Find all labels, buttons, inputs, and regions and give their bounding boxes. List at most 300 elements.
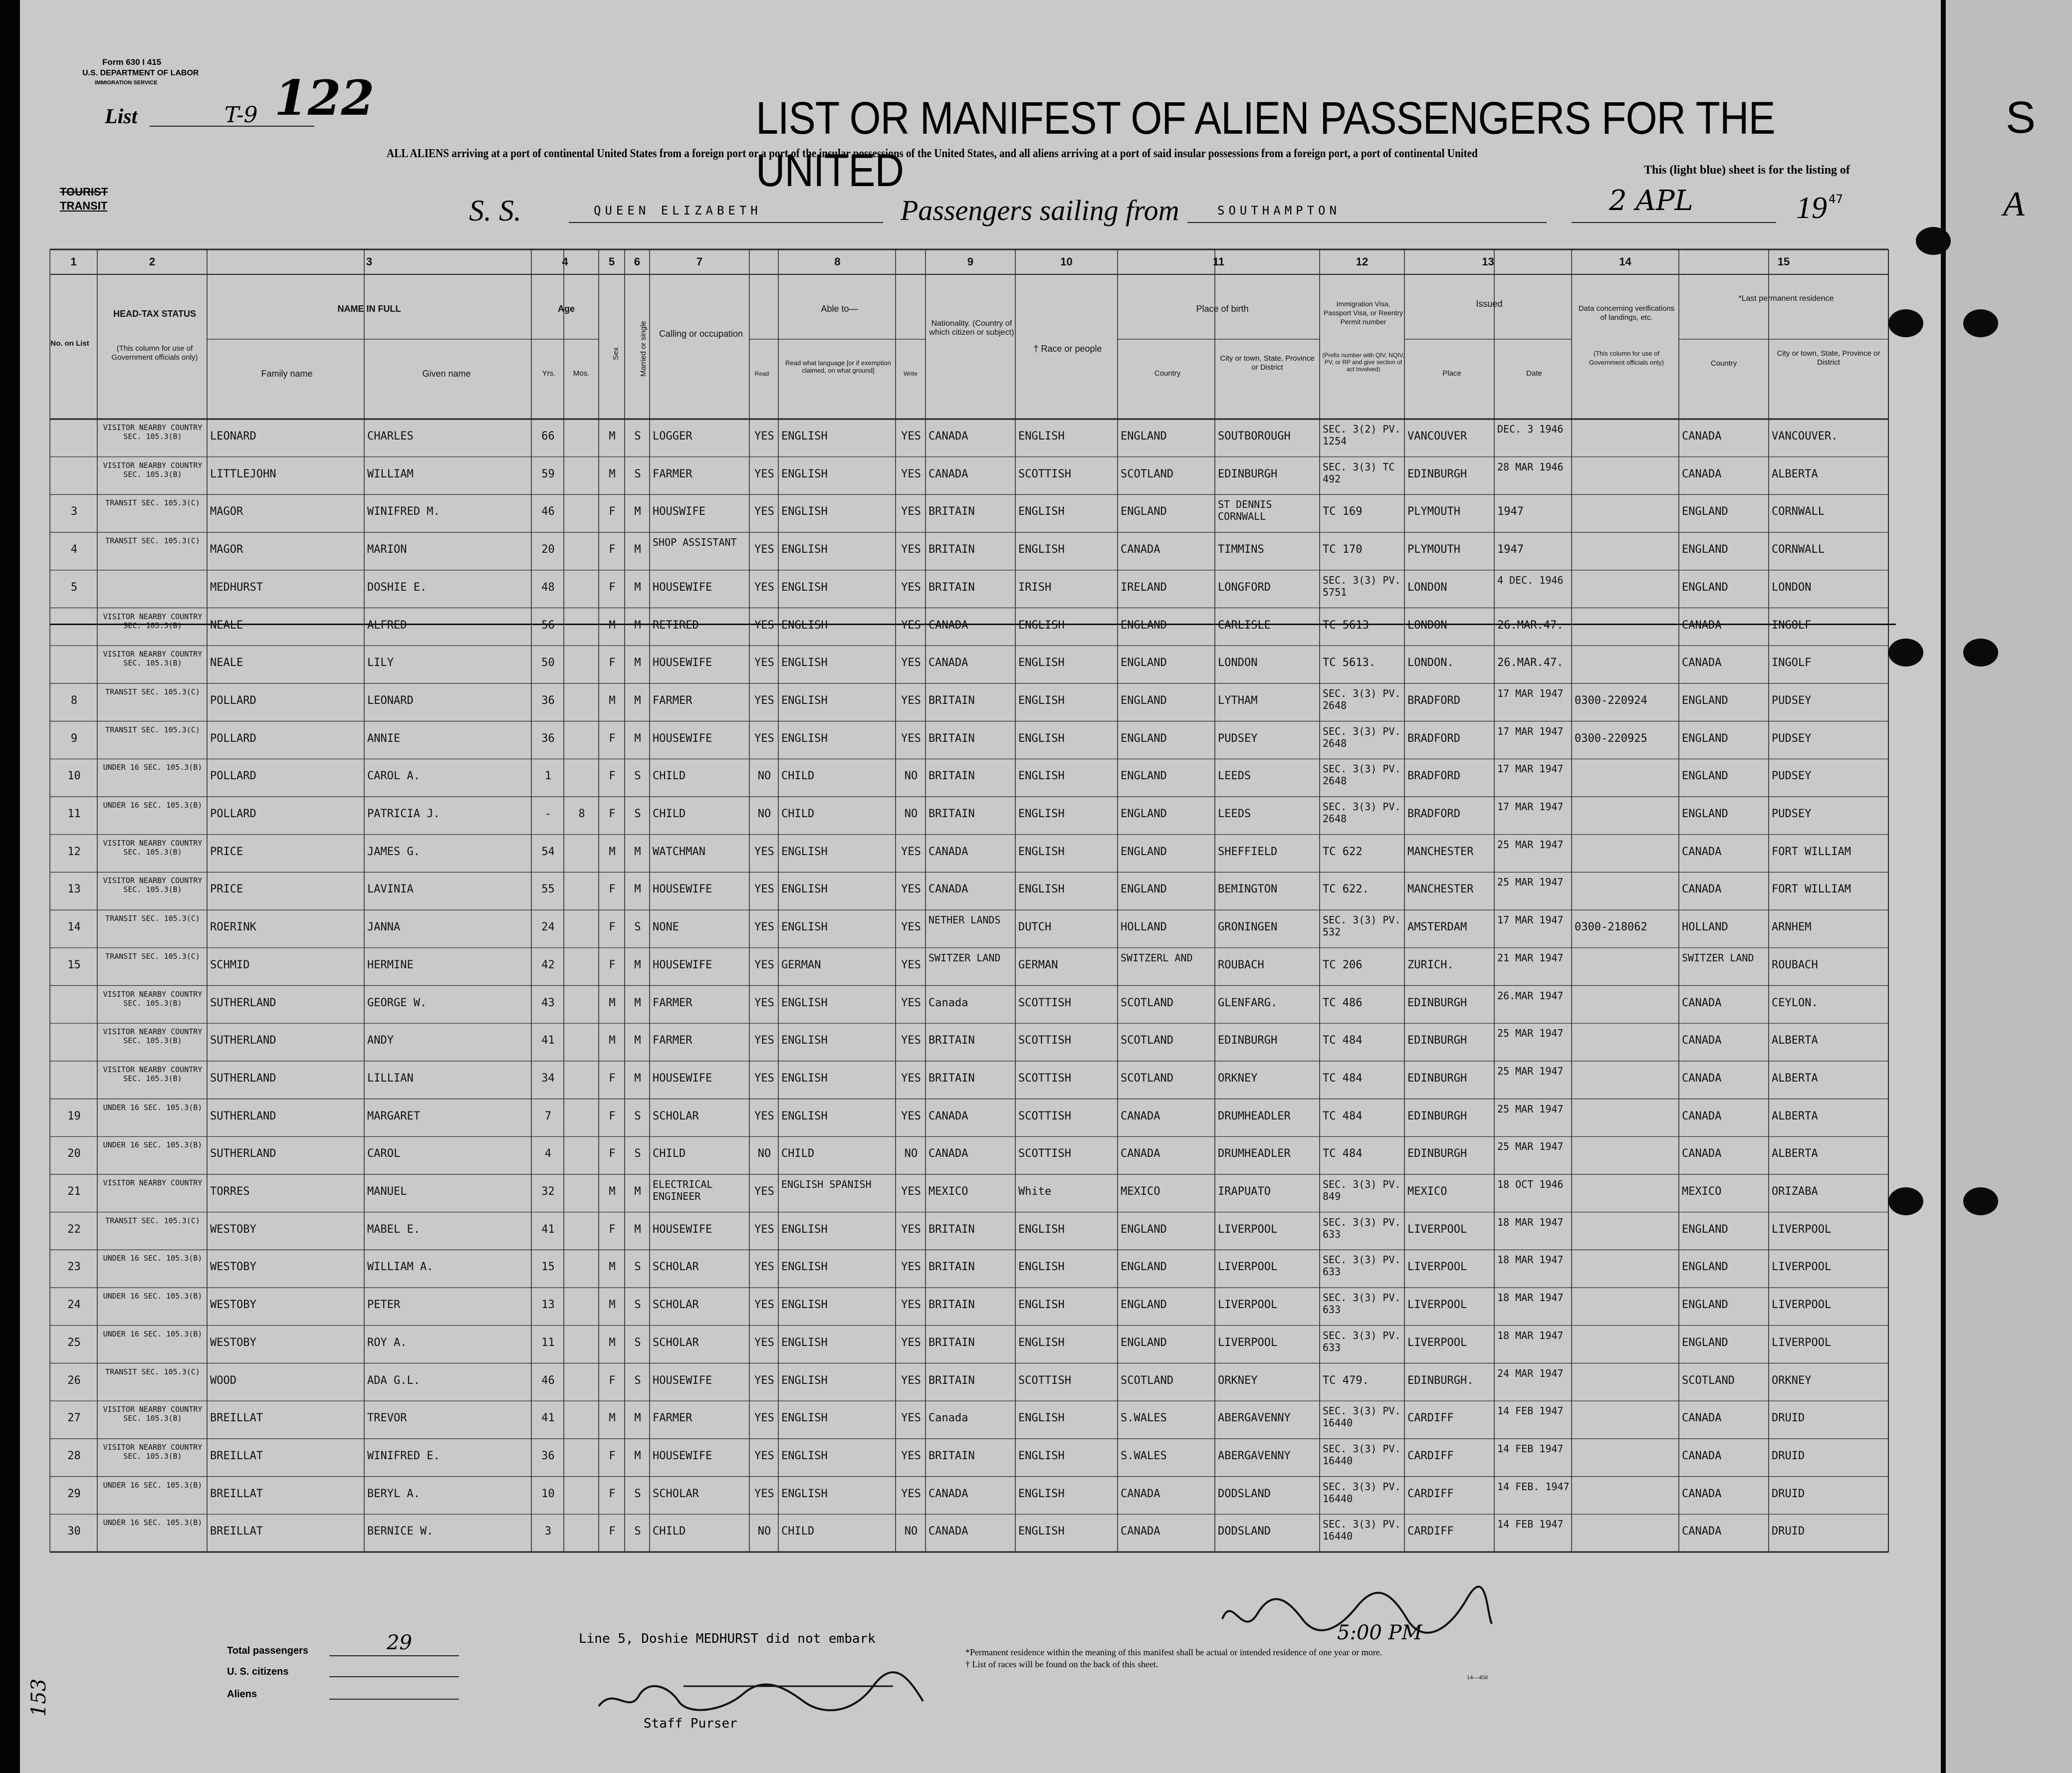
ss-label: S. S. <box>469 194 521 227</box>
cell-family: LITTLEJOHN <box>210 467 276 480</box>
cell-occ: CHILD <box>653 770 686 783</box>
column-number: 7 <box>696 255 703 268</box>
cell-family: BREILLAT <box>210 1449 263 1462</box>
cell-family: BREILLAT <box>210 1525 263 1538</box>
cell-sex: M <box>609 430 616 443</box>
cell-bcountry: S.WALES <box>1121 1449 1167 1462</box>
cell-ms: M <box>634 883 641 896</box>
column-number: 9 <box>967 255 974 268</box>
column-number: 11 <box>1212 255 1225 268</box>
cell-rcountry: CANADA <box>1682 1449 1722 1462</box>
cell-race: ENGLISH <box>1018 1299 1065 1312</box>
cell-no: 12 <box>67 845 81 858</box>
cell-idate: 14 FEB 1947 <box>1497 1442 1564 1455</box>
cell-sex: F <box>609 921 616 934</box>
cell-rcountry: ENGLAND <box>1682 694 1728 707</box>
cell-no: 3 <box>70 505 78 518</box>
hdr-head-tax-note: (This column for use of Government officials only) <box>111 344 198 362</box>
cell-rcity: ORKNEY <box>1772 1374 1812 1387</box>
cell-iplace: EDINBURGH. <box>1407 1374 1474 1387</box>
column-number: 2 <box>149 255 156 268</box>
side-mark: 153 <box>27 1678 51 1717</box>
strike-line-5 <box>50 624 1896 625</box>
cell-occ: FARMER <box>653 1034 692 1047</box>
cell-bcity: PUDSEY <box>1218 732 1258 745</box>
cell-write: YES <box>901 1072 921 1085</box>
cell-tax: TRANSIT SEC. 105.3(C) <box>105 951 200 961</box>
cell-no: 4 <box>70 543 78 556</box>
hdr-visa-note: (Prefix number with QIV, NQIV, PV, or RP and give section of act involved) <box>1322 352 1404 373</box>
cell-sex: M <box>609 1299 616 1312</box>
cell-given: LILLIAN <box>367 1072 414 1085</box>
cell-idate: 1947 <box>1497 505 1524 518</box>
cell-write: YES <box>901 694 921 707</box>
cell-ms: M <box>634 996 641 1009</box>
column-number: 1 <box>70 255 77 268</box>
cell-sex: F <box>609 581 616 594</box>
cell-race: IRISH <box>1018 581 1052 594</box>
cell-given: GEORGE W. <box>367 996 427 1009</box>
cell-idate: 25 MAR 1947 <box>1497 876 1564 888</box>
cell-lang: ENGLISH <box>781 1336 828 1349</box>
cell-given: PETER <box>367 1299 401 1312</box>
hdr-able-to: Able to— <box>821 304 858 314</box>
cell-bcountry: ENGLAND <box>1121 732 1167 745</box>
cell-ms: M <box>634 619 641 632</box>
cell-tax: VISITOR NEARBY COUNTRY SEC. 105.3(B) <box>103 1065 203 1083</box>
total-underline <box>329 1655 459 1656</box>
cell-write: NO <box>904 1525 918 1538</box>
cell-no: 13 <box>67 883 81 896</box>
cell-occ: HOUSEWIFE <box>653 657 712 669</box>
cell-ms: M <box>634 1223 641 1236</box>
cell-bcity: IRAPUATO <box>1218 1185 1271 1198</box>
cell-write: YES <box>901 1109 921 1122</box>
cell-visa: SEC. 3(3) PV. 633 <box>1323 1329 1401 1353</box>
cell-nat: BRITAIN <box>928 543 975 556</box>
cell-rcity: DRUID <box>1772 1449 1805 1462</box>
cell-lang: ENGLISH <box>781 1374 828 1387</box>
cell-visa: TC 5613 <box>1323 619 1369 632</box>
cell-bcountry: ENGLAND <box>1121 808 1167 820</box>
cell-iplace: BRADFORD <box>1407 732 1460 745</box>
cell-yrs: 20 <box>541 543 555 556</box>
cell-sex: M <box>609 1336 616 1349</box>
cell-bcity: EDINBURGH <box>1218 1034 1278 1047</box>
cell-iplace: AMSTERDAM <box>1407 921 1467 934</box>
cell-lang: ENGLISH <box>781 996 828 1009</box>
cell-visa: TC 484 <box>1323 1109 1363 1122</box>
cell-bcountry: MEXICO <box>1121 1185 1160 1198</box>
cell-write: YES <box>901 883 921 896</box>
cell-bcountry: ENGLAND <box>1121 430 1167 443</box>
cell-idate: 25 MAR 1947 <box>1497 838 1564 851</box>
cell-visa: TC 484 <box>1323 1034 1363 1047</box>
cell-no: 21 <box>67 1185 81 1198</box>
cell-no: 27 <box>67 1412 81 1425</box>
form-number: Form 630 I 415 <box>102 57 162 67</box>
cell-lang: CHILD <box>781 1525 815 1538</box>
cell-family: TORRES <box>210 1185 250 1198</box>
footnote-1: *Permanent residence within the meaning of this manifest shall be actual or intended residence of one year or more. <box>965 1647 1382 1657</box>
cell-occ: HOUSEWIFE <box>653 581 712 594</box>
cell-lang: ENGLISH <box>781 467 828 480</box>
cell-rcity: CEYLON. <box>1772 996 1818 1009</box>
cell-race: ENGLISH <box>1018 430 1065 443</box>
cell-ms: S <box>634 1374 641 1387</box>
column-number: 6 <box>634 255 641 268</box>
cell-iplace: MANCHESTER <box>1407 845 1474 858</box>
cell-rcountry: MEXICO <box>1682 1185 1722 1198</box>
department: U.S. DEPARTMENT OF LABOR <box>82 69 199 77</box>
cell-tax: UNDER 16 SEC. 105.3(B) <box>103 1329 203 1338</box>
form-code: 14—450 <box>1467 1674 1488 1681</box>
cell-tax: VISITOR NEARBY COUNTRY SEC. 105.3(B) <box>103 650 203 668</box>
cell-nat: CANADA <box>928 845 968 858</box>
cell-race: ENGLISH <box>1018 1449 1065 1462</box>
cell-family: NEALE <box>210 657 243 669</box>
hdr-race: † Race or people <box>1033 344 1102 354</box>
cell-tax: VISITOR NEARBY COUNTRY SEC. 105.3(B) <box>103 1442 203 1461</box>
cell-idate: 17 MAR 1947 <box>1497 914 1564 926</box>
cell-race: ENGLISH <box>1018 505 1065 518</box>
cell-rcountry: ENGLAND <box>1682 808 1728 820</box>
cell-sex: M <box>609 619 616 632</box>
cell-tax: TRANSIT SEC. 105.3(C) <box>105 687 200 696</box>
hdr-yrs: Yrs. <box>542 369 556 378</box>
cell-write: YES <box>901 921 921 934</box>
cell-visa: TC 170 <box>1323 543 1363 556</box>
cell-sex: F <box>609 1223 616 1236</box>
hdr-read: Read <box>754 370 769 377</box>
cell-given: WINIFRED M. <box>367 505 440 518</box>
cell-rcountry: CANADA <box>1682 430 1722 443</box>
cell-bcountry: ENGLAND <box>1121 505 1167 518</box>
cell-lang: ENGLISH <box>781 732 828 745</box>
cell-idate: 18 MAR 1947 <box>1497 1216 1564 1228</box>
cell-race: SCOTTISH <box>1018 1109 1071 1122</box>
cell-rcity: PUDSEY <box>1772 808 1812 820</box>
cell-write: YES <box>901 845 921 858</box>
cell-no: 14 <box>67 921 81 934</box>
cell-occ: LOGGER <box>653 430 692 443</box>
cell-verif: 0300-218062 <box>1575 921 1647 934</box>
cell-rcountry: CANADA <box>1682 1109 1722 1122</box>
cell-lang: ENGLISH <box>781 430 828 443</box>
cell-given: ANNIE <box>367 732 401 745</box>
cell-family: SUTHERLAND <box>210 1034 276 1047</box>
cell-lang: ENGLISH <box>781 1487 828 1500</box>
cell-rcity: PUDSEY <box>1772 694 1812 707</box>
cell-no: 22 <box>67 1223 81 1236</box>
cell-no: 9 <box>70 732 78 745</box>
cell-rcity: DRUID <box>1772 1412 1805 1425</box>
cell-visa: SEC. 3(3) PV. 2648 <box>1323 763 1401 787</box>
cell-rcity: LIVERPOOL <box>1772 1299 1832 1312</box>
cell-yrs: 36 <box>541 694 555 707</box>
cell-family: SUTHERLAND <box>210 996 276 1009</box>
cell-write: YES <box>901 1261 921 1274</box>
cell-write: YES <box>901 505 921 518</box>
cell-read: YES <box>754 543 774 556</box>
cell-given: CAROL <box>367 1147 401 1160</box>
cell-occ: FARMER <box>653 467 692 480</box>
hdr-married: Married or single <box>639 321 648 377</box>
cell-occ: HOUSEWIFE <box>653 958 712 971</box>
cell-visa: SEC. 3(3) PV. 633 <box>1323 1292 1401 1316</box>
transit-label: TRANSIT <box>60 200 108 212</box>
cell-sex: M <box>609 1185 616 1198</box>
cell-visa: TC 5613. <box>1323 657 1376 669</box>
list-number: 122 <box>274 70 375 126</box>
cell-write: YES <box>901 1185 921 1198</box>
cell-visa: TC 622. <box>1323 883 1369 896</box>
cell-sex: M <box>609 1034 616 1047</box>
cell-rcountry: ENGLAND <box>1682 581 1728 594</box>
cell-no: 20 <box>67 1147 81 1160</box>
cell-family: WESTOBY <box>210 1336 256 1349</box>
column-number: 10 <box>1060 255 1073 268</box>
cell-nat: BRITAIN <box>928 732 975 745</box>
cell-rcountry: ENGLAND <box>1682 543 1728 556</box>
hdr-verification: Data concerning verifications of landings, etc. <box>1578 304 1675 322</box>
punch-hole <box>1963 309 1998 337</box>
cell-occ: HOUSEWIFE <box>653 1449 712 1462</box>
cell-iplace: MANCHESTER <box>1407 883 1474 896</box>
cell-bcountry: ENGLAND <box>1121 1223 1167 1236</box>
cell-rcity: ALBERTA <box>1772 1034 1818 1047</box>
cell-given: ALFRED <box>367 619 407 632</box>
cell-given: JANNA <box>367 921 401 934</box>
cell-rcity: ROUBACH <box>1772 958 1818 971</box>
cell-nat: CANADA <box>928 619 968 632</box>
cell-read: YES <box>754 1034 774 1047</box>
cell-bcity: DODSLAND <box>1218 1487 1271 1500</box>
cell-visa: TC 169 <box>1323 505 1363 518</box>
cell-yrs: 10 <box>541 1487 555 1500</box>
column-number: 8 <box>834 255 841 268</box>
cell-lang: ENGLISH <box>781 921 828 934</box>
hdr-nationality: Nationality. (Country of which citizen or subject) <box>929 319 1014 337</box>
cell-write: YES <box>901 1374 921 1387</box>
cell-family: ROERINK <box>210 921 256 934</box>
cell-rcountry: ENGLAND <box>1682 770 1728 783</box>
cell-given: ROY A. <box>367 1336 407 1349</box>
cell-lang: ENGLISH <box>781 1261 828 1274</box>
cell-ms: M <box>634 732 641 745</box>
us-citizens-label: U. S. citizens <box>227 1666 289 1677</box>
cell-verif: 0300-220925 <box>1575 732 1647 745</box>
cell-sex: M <box>609 694 616 707</box>
cell-race: ENGLISH <box>1018 808 1065 820</box>
cell-family: WESTOBY <box>210 1261 256 1274</box>
cell-iplace: LIVERPOOL <box>1407 1261 1467 1274</box>
cell-sex: F <box>609 770 616 783</box>
cell-sex: F <box>609 732 616 745</box>
cell-idate: 1947 <box>1497 543 1524 556</box>
punch-hole <box>1888 309 1923 337</box>
cell-rcity: CORNWALL <box>1772 543 1825 556</box>
cell-given: WILLIAM <box>367 467 414 480</box>
cell-nat: NETHER LANDS <box>928 914 1001 926</box>
cell-ms: S <box>634 1299 641 1312</box>
cell-no: 10 <box>67 770 81 783</box>
column-number: 13 <box>1482 255 1494 268</box>
cell-ms: M <box>634 1412 641 1425</box>
cell-nat: CANADA <box>928 467 968 480</box>
hdr-last-residence: *Last permanent residence <box>1738 294 1834 303</box>
cell-rcity: ALBERTA <box>1772 1109 1818 1122</box>
cell-read: YES <box>754 1412 774 1425</box>
cell-ms: M <box>634 958 641 971</box>
cell-read: YES <box>754 1185 774 1198</box>
cell-no: 30 <box>67 1525 81 1538</box>
cell-read: NO <box>757 808 771 820</box>
cell-yrs: 41 <box>541 1412 555 1425</box>
cell-nat: Canada <box>928 996 968 1009</box>
cell-bcity: ORKNEY <box>1218 1374 1258 1387</box>
cell-given: BERYL A. <box>367 1487 420 1500</box>
cell-rcity: PUDSEY <box>1772 732 1812 745</box>
cell-idate: 25 MAR 1947 <box>1497 1103 1564 1115</box>
cell-yrs: 41 <box>541 1223 555 1236</box>
hdr-verification-note: (This column for use of Government officials only) <box>1589 350 1664 366</box>
cell-yrs: 7 <box>544 1109 552 1122</box>
cell-idate: 26.MAR.47. <box>1497 657 1564 669</box>
cell-ms: M <box>634 1449 641 1462</box>
column-number: 15 <box>1777 255 1790 268</box>
cell-rcity: INGOLF <box>1772 619 1812 632</box>
cell-race: ENGLISH <box>1018 732 1065 745</box>
cell-yrs: 32 <box>541 1185 555 1198</box>
cell-race: DUTCH <box>1018 921 1052 934</box>
cell-ms: S <box>634 1109 641 1122</box>
cell-yrs: 36 <box>541 1449 555 1462</box>
cell-idate: DEC. 3 1946 <box>1497 423 1564 435</box>
ship-name: QUEEN ELIZABETH <box>594 204 762 218</box>
cell-family: SUTHERLAND <box>210 1109 276 1122</box>
total-value: 29 <box>387 1631 412 1654</box>
cell-tax: TRANSIT SEC. 105.3(C) <box>105 536 200 546</box>
cell-no: 5 <box>70 581 78 594</box>
cell-write: NO <box>904 808 918 820</box>
cell-race: ENGLISH <box>1018 1261 1065 1274</box>
cell-nat: BRITAIN <box>928 1374 975 1387</box>
cell-visa: TC 622 <box>1323 845 1363 858</box>
cell-given: PATRICIA J. <box>367 808 440 820</box>
cell-family: LEONARD <box>210 430 256 443</box>
cell-race: SCOTTISH <box>1018 467 1071 480</box>
cell-visa: SEC. 3(3) PV. 5751 <box>1323 574 1401 598</box>
hdr-place-of-birth: Place of birth <box>1196 304 1249 314</box>
cell-yrs: 36 <box>541 732 555 745</box>
cell-nat: BRITAIN <box>928 581 975 594</box>
cell-ms: S <box>634 1147 641 1160</box>
cell-occ: FARMER <box>653 996 692 1009</box>
cell-lang: GERMAN <box>781 958 821 971</box>
cell-iplace: LIVERPOOL <box>1407 1223 1467 1236</box>
cell-read: YES <box>754 657 774 669</box>
cell-read: YES <box>754 1223 774 1236</box>
cell-visa: TC 486 <box>1323 996 1363 1009</box>
cell-read: NO <box>757 1147 771 1160</box>
cell-visa: SEC. 3(3) PV. 2648 <box>1323 725 1401 749</box>
cell-family: MAGOR <box>210 505 243 518</box>
cell-nat: CANADA <box>928 657 968 669</box>
cell-yrs: 41 <box>541 1034 555 1047</box>
cell-visa: TC 479. <box>1323 1374 1369 1387</box>
cell-race: ENGLISH <box>1018 1525 1065 1538</box>
cell-read: YES <box>754 1336 774 1349</box>
cell-rcity: ALBERTA <box>1772 467 1818 480</box>
cell-bcity: LIVERPOOL <box>1218 1299 1278 1312</box>
cell-ms: M <box>634 1072 641 1085</box>
cell-idate: 21 MAR 1947 <box>1497 951 1564 964</box>
cell-lang: CHILD <box>781 808 815 820</box>
cell-tax: VISITOR NEARBY COUNTRY SEC. 105.3(B) <box>103 876 203 894</box>
cell-iplace: LONDON <box>1407 581 1447 594</box>
cell-lang: ENGLISH <box>781 1072 828 1085</box>
cell-idate: 17 MAR 1947 <box>1497 687 1564 699</box>
cell-family: MAGOR <box>210 543 243 556</box>
cell-sex: F <box>609 1525 616 1538</box>
cell-given: WILLIAM A. <box>367 1261 434 1274</box>
cell-sex: F <box>609 505 616 518</box>
cell-lang: ENGLISH <box>781 1109 828 1122</box>
cell-bcountry: ENGLAND <box>1121 1336 1167 1349</box>
cell-family: POLLARD <box>210 694 256 707</box>
cell-read: YES <box>754 732 774 745</box>
cell-tax: UNDER 16 SEC. 105.3(B) <box>103 801 203 810</box>
cell-yrs: - <box>544 808 552 820</box>
cell-rcity: DRUID <box>1772 1525 1805 1538</box>
cell-family: WESTOBY <box>210 1223 256 1236</box>
cell-given: TREVOR <box>367 1412 407 1425</box>
cell-iplace: EDINBURGH <box>1407 1034 1467 1047</box>
cell-yrs: 54 <box>541 845 555 858</box>
cell-bcountry: SCOTLAND <box>1121 467 1173 480</box>
cell-tax: TRANSIT SEC. 105.3(C) <box>105 1216 200 1225</box>
cell-race: SCOTTISH <box>1018 1072 1071 1085</box>
cell-bcity: LYTHAM <box>1218 694 1258 707</box>
cell-read: YES <box>754 505 774 518</box>
manifest-sheet <box>20 0 1941 1773</box>
cell-family: MEDHURST <box>210 581 263 594</box>
cell-bcountry: HOLLAND <box>1121 921 1167 934</box>
cell-rcountry: CANADA <box>1682 1412 1722 1425</box>
cell-family: SUTHERLAND <box>210 1147 276 1160</box>
cell-occ: SCHOLAR <box>653 1336 699 1349</box>
cell-nat: Canada <box>928 1412 968 1425</box>
cell-no: 28 <box>67 1449 81 1462</box>
cell-read: YES <box>754 1299 774 1312</box>
cell-tax: UNDER 16 SEC. 105.3(B) <box>103 1254 203 1263</box>
cell-iplace: EDINBURGH <box>1407 467 1467 480</box>
cell-visa: TC 484 <box>1323 1147 1363 1160</box>
cell-no: 26 <box>67 1374 81 1387</box>
cell-nat: BRITAIN <box>928 1072 975 1085</box>
cell-family: POLLARD <box>210 732 256 745</box>
cell-iplace: CARDIFF <box>1407 1412 1454 1425</box>
cell-yrs: 55 <box>541 883 555 896</box>
cell-race: ENGLISH <box>1018 619 1065 632</box>
cell-bcity: GLENFARG. <box>1218 996 1278 1009</box>
cell-tax: TRANSIT SEC. 105.3(C) <box>105 1367 200 1376</box>
cell-rcountry: ENGLAND <box>1682 505 1728 518</box>
cell-read: YES <box>754 958 774 971</box>
signature-time: 5:00 PM <box>1337 1621 1422 1644</box>
cell-occ: FARMER <box>653 1412 692 1425</box>
